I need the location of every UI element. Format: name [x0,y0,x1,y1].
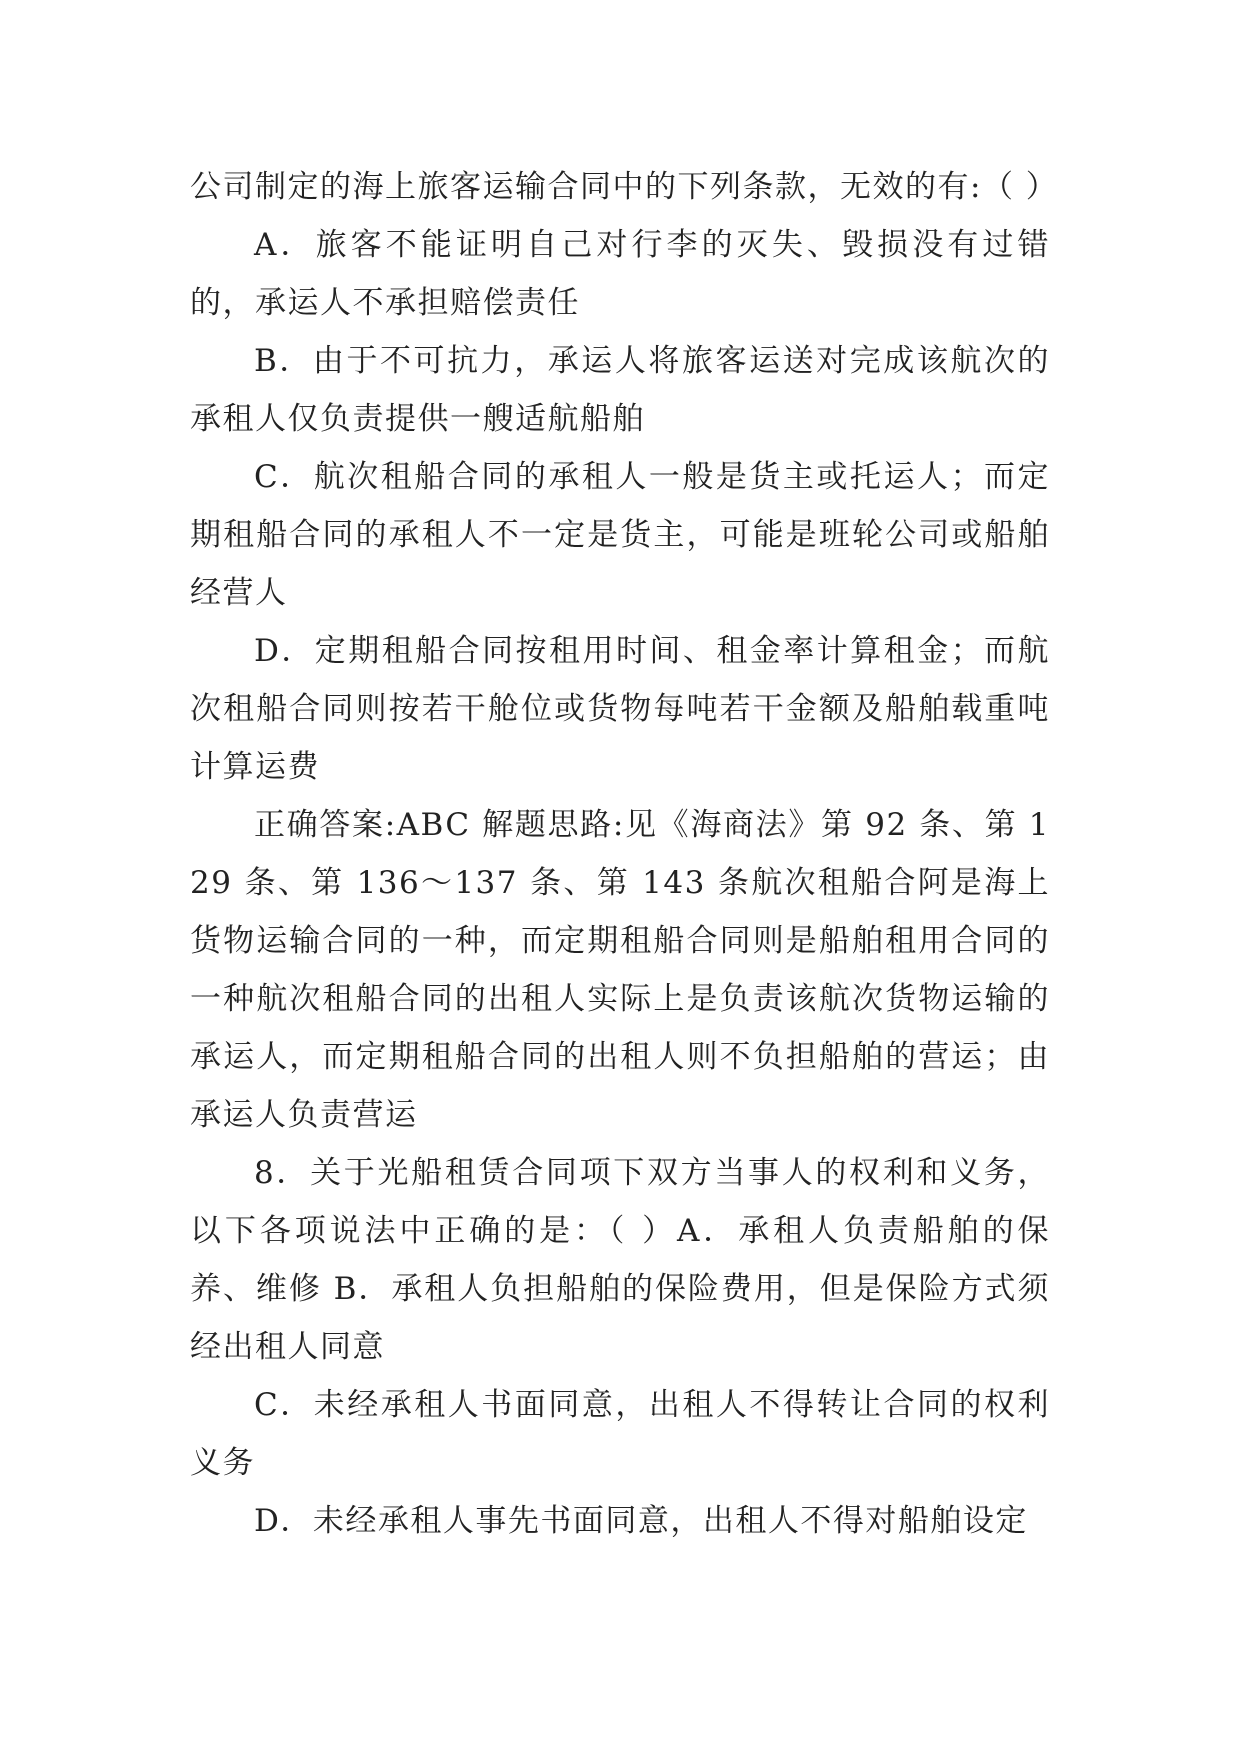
option-d: D．定期租船合同按租用时间、租金率计算租金；而航次租船合同则按若干舱位或货物每吨若干金额及船舶载重吨计算运费 [190,633,1050,785]
option-c: C．航次租船合同的承租人一般是货主或托运人；而定期租船合同的承租人不一定是货主，可能是班轮公司或船舶经营人 [190,459,1050,611]
question-8: 8．关于光船租赁合同项下双方当事人的权利和义务，以下各项说法中正确的是：（ ）A．承租人负责船舶的保养、维修 B．承租人负担船舶的保险费用，但是保险方式须经出租人同意 [190,1155,1050,1365]
question-8-option-d: D．未经承租人事先书面同意，出租人不得对船舶设定 [254,1503,1028,1539]
question-8-option-c: C．未经承租人书面同意，出租人不得转让合同的权利义务 [190,1387,1050,1481]
document-body [190,158,1059,1550]
option-a: A．旅客不能证明自己对行李的灭失、毁损没有过错的，承运人不承担赔偿责任 [190,227,1050,321]
answer-explanation: 正确答案:ABC 解题思路:见《海商法》第 92 条、第 129 条、第 136～137 条、第 143 条航次租船合阿是海上货物运输合同的一种，而定期租船合同则是船舶租用合同的一种航次租船合同的出租人实际上是负责该航次货物运输的承运人，而定期租船合同的出租人则不负担船舶的营运；由承运人负责营运 [190,807,1050,1133]
option-b: B．由于不可抗力，承运人将旅客运送对完成该航次的承租人仅负责提供一艘适航船舶 [190,343,1050,437]
question-stem-continuation: 公司制定的海上旅客运输合同中的下列条款，无效的有:（ ） [190,169,1059,205]
